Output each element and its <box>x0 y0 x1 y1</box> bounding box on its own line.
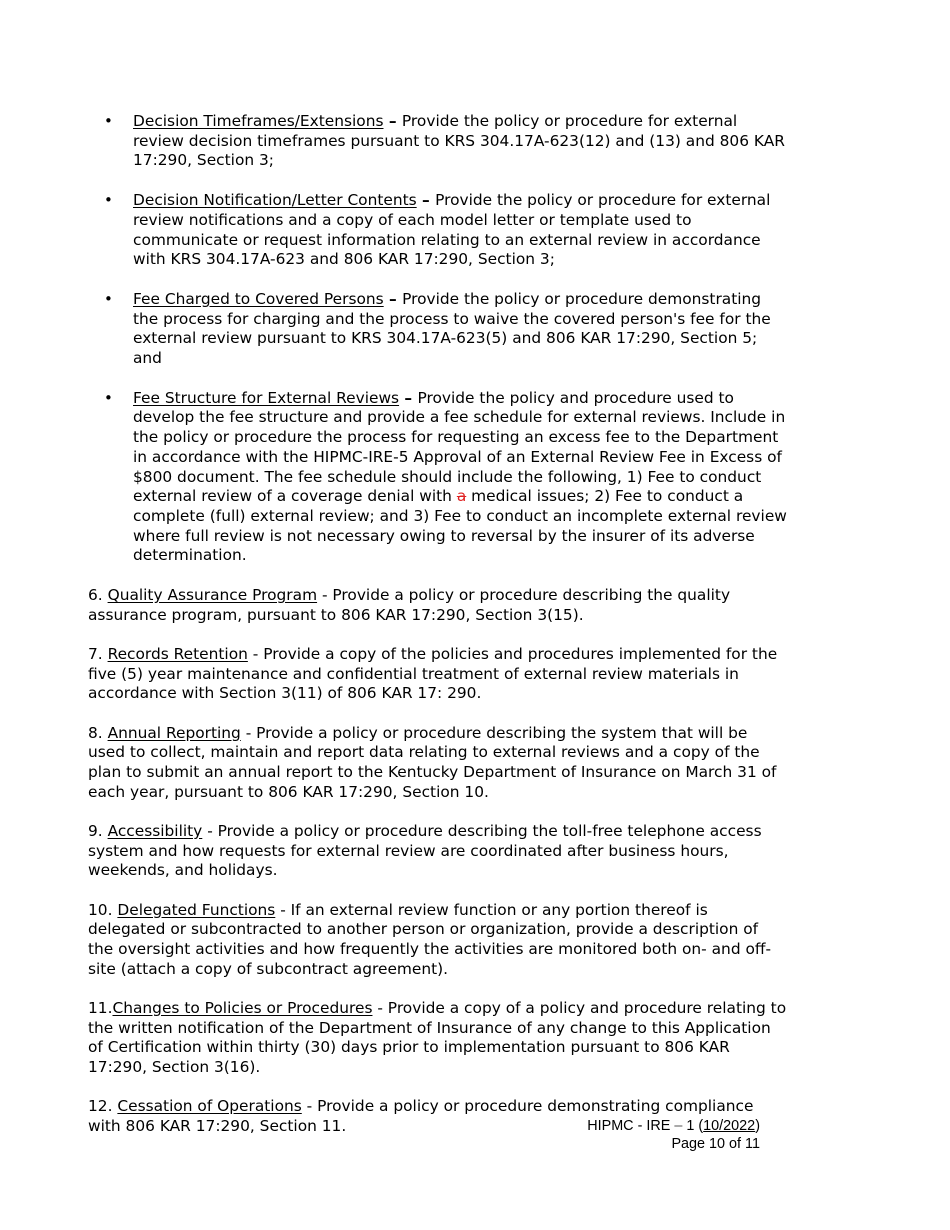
document-body <box>88 112 788 1156</box>
bullet-text: Provide the policy or procedure for external review decision timeframes pursuant to KRS 304.17A-623(12) and (13) and 806 KAR 17:290, Section 3; <box>133 112 785 170</box>
section-text: - Provide a policy or procedure demonstrating compliance with 806 KAR 17:290, Section 11. <box>88 1097 754 1135</box>
section-title: Changes to Policies or Procedures <box>112 998 373 1017</box>
bullet-title: Decision Timeframes/Extensions <box>133 112 384 130</box>
section-text: - Provide a copy of the policies and procedures implemented for the five (5) year maintenance and confidential treatment of external review materials in accordance with Section 3(11) of 806 KAR 17: 290. <box>88 644 778 703</box>
form-name: HIPMC - IRE <box>587 1118 675 1134</box>
section-10-delegated-functions <box>88 901 788 980</box>
bullet-separator: – <box>416 191 436 210</box>
section-number: 8. <box>88 723 108 742</box>
form-dash: – <box>674 1118 683 1134</box>
form-identifier <box>587 1117 760 1135</box>
form-date-close: ) <box>755 1118 760 1134</box>
bullet-separator: – <box>383 112 402 130</box>
section-8-annual-reporting <box>88 724 788 803</box>
bullet-fee-charged <box>88 290 788 369</box>
section-title: Accessibility <box>107 821 203 840</box>
bullet-text-part-a: Provide the policy and procedure used to develop the fee structure and provide a fee schedule for external reviews. Include in the policy or procedure the process for requesting an excess fee to the Department in accordance with the HIPMC-IRE-5 Approval of an External Review Fee in Excess of $800 document. The fee schedule should include the following, 1) Fee to conduct external review of a coverage denial with <box>133 388 786 506</box>
section-number: 10. <box>88 900 118 919</box>
bullet-decision-notification <box>88 191 788 270</box>
bullet-separator: – <box>399 388 418 407</box>
section-number: 6. <box>88 586 108 605</box>
section-title: Delegated Functions <box>117 900 276 919</box>
bullet-title: Fee Structure for External Reviews <box>133 388 400 407</box>
section-title: Quality Assurance Program <box>107 586 318 605</box>
section-text: - Provide a policy or procedure describing the quality assurance program, pursuant to 806 KAR 17:290, Section 3(15). <box>88 586 731 624</box>
form-number: 1 ( <box>682 1118 704 1134</box>
section-title: Cessation of Operations <box>117 1097 302 1116</box>
section-number: 9. <box>88 821 108 840</box>
page-footer <box>587 1117 760 1153</box>
struck-word: a <box>456 487 467 506</box>
bullet-title: Decision Notification/Letter Contents <box>133 191 417 210</box>
section-text: - Provide a policy or procedure describing the toll-free telephone access system and how requests for external review are coordinated after business hours, weekends, and holidays. <box>88 821 762 880</box>
section-6-quality-assurance <box>88 586 788 625</box>
page-number: Page 10 of 11 <box>671 1136 760 1152</box>
section-text: - Provide a policy or procedure describing the system that will be used to collect, maintain and report data relating to external reviews and a copy of the plan to submit an annual report to the Kentucky Department of Insurance on March 31 of each year, pursuant to 806 KAR 17:290, Section 10. <box>88 723 777 801</box>
bullet-title: Fee Charged to Covered Persons <box>133 289 384 308</box>
section-text: - If an external review function or any portion thereof is delegated or subcontracted to another person or organization, provide a description of the oversight activities and how frequently the activities are monitored both on- and off-site (attach a copy of subcontract agreement). <box>88 900 772 978</box>
form-date: 10/2022 <box>703 1118 756 1134</box>
section-7-records-retention <box>88 645 788 704</box>
bullet-text: Provide the policy or procedure for external review notifications and a copy of each model letter or template used to communicate or request information relating to an external review in accordance with KRS 304.17A-623 and 806 KAR 17:290, Section 3; <box>133 191 771 269</box>
section-number: 12. <box>88 1097 118 1116</box>
section-9-accessibility <box>88 822 788 881</box>
bullet-text-part-b: medical issues; 2) Fee to conduct a complete (full) external review; and 3) Fee to conduct an incomplete external review where full review is not necessary owing to reversal by the insurer of its adverse determination. <box>133 487 787 565</box>
requirements-bullet-list <box>88 112 788 566</box>
bullet-decision-timeframes <box>88 112 788 171</box>
bullet-fee-structure <box>88 389 788 566</box>
bullet-separator: – <box>383 289 403 308</box>
section-title: Annual Reporting <box>107 723 241 742</box>
section-11-changes-to-policies <box>88 999 788 1078</box>
section-title: Records Retention <box>107 644 248 663</box>
section-number: 11. <box>88 998 113 1017</box>
bullet-text: Provide the policy or procedure demonstrating the process for charging and the process to waive the covered person's fee for the external review pursuant to KRS 304.17A-623(5) and 806 KAR 17:290, Section 5; and <box>133 289 771 368</box>
section-text: - Provide a copy of a policy and procedure relating to the written notification of the Department of Insurance of any change to this Application of Certification within thirty (30) days prior to implementation pursuant to 806 KAR 17:290, Section 3(16). <box>88 998 787 1076</box>
section-number: 7. <box>88 644 108 663</box>
